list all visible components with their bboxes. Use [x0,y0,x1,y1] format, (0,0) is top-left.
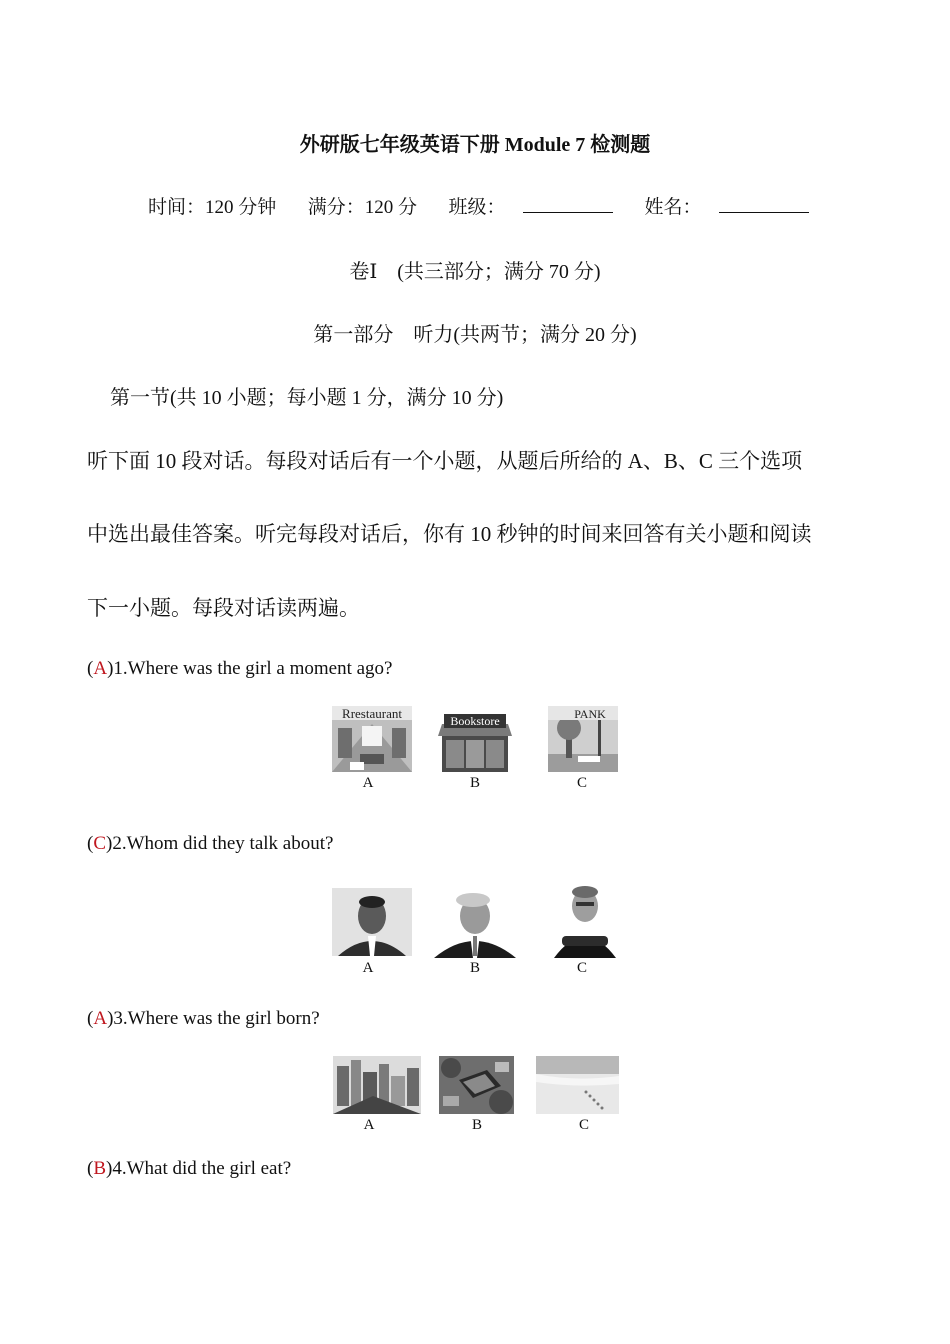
question-4: (B)4.What did the girl eat? [87,1158,292,1179]
person-a-icon [332,888,412,956]
question-1: (A)1.Where was the girl a moment ago? [87,658,393,679]
answer: B [93,1158,107,1179]
question-3: (A)3.Where was the girl born? [87,1008,320,1029]
answer: A [93,658,108,679]
answer: C [93,833,107,854]
person-c-icon [552,880,618,958]
question-text: 4.What did the girl eat? [112,1158,292,1179]
section-heading: 第一节(共 10 小题；每小题 1 分，满分 10 分) [110,387,504,409]
page-title: 外研版七年级英语下册 Module 7 检测题 [299,134,651,156]
instruction-line: 下一小题。每段对话读两遍。 [87,596,360,620]
class-field[interactable] [523,196,613,213]
question-text: 2.Whom did they talk about? [112,833,334,854]
name-label: 姓名： [644,197,702,218]
option-label-a: A [362,960,374,976]
question-text: 3.Where was the girl born? [113,1008,320,1029]
question-text: 1.Where was the girl a moment ago? [113,658,393,679]
time-label: 时间：120 分钟 [148,197,277,218]
option-label-c: C [576,960,587,976]
question-2: (C)2.Whom did they talk about? [87,833,334,854]
exam-info [148,192,809,219]
option-label-b: B [469,960,480,976]
option-label-b: B [471,1117,482,1133]
answer: A [93,1008,108,1029]
beach-icon [536,1056,619,1114]
volume-heading: 卷Ⅰ (共三部分；满分 70 分) [349,261,601,283]
option-label-a: A [362,775,374,791]
park-icon [548,706,618,772]
instruction-line: 听下面 10 段对话。每段对话后有一个小题，从题后所给的 A、B、C 三个选项 [87,449,803,473]
score-label: 满分：120 分 [307,197,418,218]
option-label-b: B [469,775,480,791]
name-field[interactable] [719,196,809,213]
person-b-icon [432,888,518,958]
park-sign: PANK [574,707,606,721]
option-label-c: C [576,775,587,791]
restaurant-sign: Rrestaurant [342,706,402,721]
part-heading: 第一部分 听力(共两节；满分 20 分) [313,324,637,346]
instruction-line: 中选出最佳答案。听完每段对话后，你有 10 秒钟的时间来回答有关小题和阅读 [87,522,812,546]
class-label: 班级： [448,197,506,218]
restaurant-icon [332,706,412,772]
option-label-a: A [363,1117,375,1133]
city-icon [333,1056,421,1114]
bookstore-icon [438,706,512,772]
village-icon [439,1056,514,1114]
bookstore-sign: Bookstore [450,714,500,728]
option-label-c: C [578,1117,589,1133]
